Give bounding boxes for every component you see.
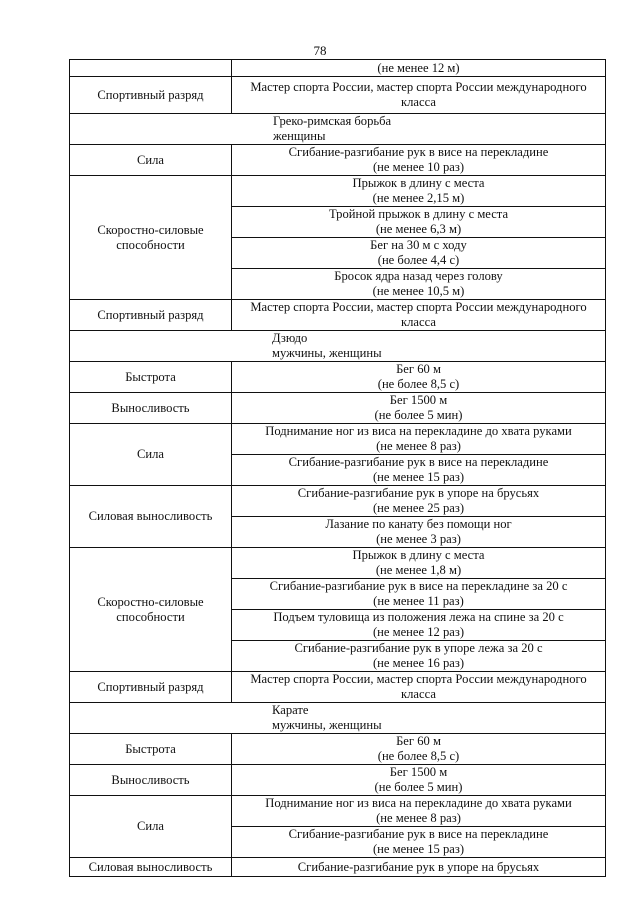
cell-line: Сгибание-разгибание рук в висе на перекладине (288, 145, 549, 159)
requirement-cell (232, 176, 606, 207)
section-header-row (70, 114, 606, 145)
requirement-cell (232, 207, 606, 238)
section-subtitle: мужчины, женщины (272, 718, 382, 732)
requirement-cell (232, 827, 606, 858)
section-title: Карате (272, 703, 309, 717)
cell-line: (не менее 15 раз) (372, 842, 465, 856)
cell-line: (не менее 15 раз) (372, 470, 465, 484)
quality-cell (70, 548, 232, 672)
section-subtitle: женщины (273, 129, 326, 143)
requirement-cell (232, 517, 606, 548)
requirement-cell (232, 579, 606, 610)
cell-line: (не менее 12 м) (377, 60, 460, 75)
standards-table (69, 59, 606, 877)
table-row (70, 300, 606, 331)
requirement-cell (232, 796, 606, 827)
quality-cell: Выносливость (70, 393, 232, 424)
cell-line: Мастер спорта России, мастер спорта России международного (250, 672, 587, 686)
table-row (70, 424, 606, 455)
requirement-cell (232, 238, 606, 269)
requirement-cell (232, 393, 606, 424)
table-row (70, 672, 606, 703)
section-title-cell (70, 703, 606, 734)
quality-cell (70, 176, 232, 300)
cell-line: (не менее 8 раз) (376, 811, 461, 825)
quality-cell: Быстрота (70, 734, 232, 765)
cell-line: Бег 1500 м (389, 393, 448, 407)
table-row (70, 734, 606, 765)
quality-cell: Силовая выносливость (70, 858, 232, 877)
cell-line: способности (116, 609, 185, 624)
table-row (70, 362, 606, 393)
quality-cell: Спортивный разряд (70, 300, 232, 331)
requirement-cell (232, 610, 606, 641)
cell-line: (не менее 10,5 м) (372, 284, 465, 298)
cell-line: класса (401, 95, 436, 109)
cell-line: Лазание по канату без помощи ног (325, 517, 512, 531)
cell-line: (не более 5 мин) (374, 408, 463, 422)
table-row (70, 548, 606, 579)
requirement-cell (232, 486, 606, 517)
cell-line: (не менее 6,3 м) (375, 222, 462, 236)
cell-line: (не менее 1,8 м) (375, 563, 462, 577)
requirement-cell (232, 60, 606, 77)
requirement-cell (232, 672, 606, 703)
requirement-cell (232, 269, 606, 300)
page-number: 78 (313, 43, 327, 58)
quality-cell: Спортивный разряд (70, 77, 232, 114)
cell-line: Прыжок в длину с места (352, 176, 485, 190)
cell-line: Бег 1500 м (389, 765, 448, 779)
table-row (70, 858, 606, 877)
cell-line: Сгибание-разгибание рук в висе на перекладине (288, 455, 549, 469)
table-row (70, 486, 606, 517)
section-title-cell (70, 331, 606, 362)
cell-line: Прыжок в длину с места (352, 548, 485, 562)
table-row (70, 393, 606, 424)
cell-line: Поднимание ног из виса на перекладине до хвата руками (265, 796, 572, 810)
cell-line: Бросок ядра назад через голову (334, 269, 503, 283)
cell-line: Мастер спорта России, мастер спорта России международного (250, 300, 587, 314)
cell-line: (не менее 2,15 м) (372, 191, 465, 205)
table-row (70, 145, 606, 176)
requirement-cell (232, 641, 606, 672)
section-header-row (70, 703, 606, 734)
table-row (70, 176, 606, 207)
cell-line: (не менее 10 раз) (372, 160, 465, 174)
cell-line: Поднимание ног из виса на перекладине до хвата руками (265, 424, 572, 438)
cell-line: Сгибание-разгибание рук в висе на перекладине за 20 с (269, 579, 568, 593)
cell-line: способности (116, 237, 185, 252)
cell-line: (не более 8,5 с) (377, 749, 460, 763)
section-subtitle: мужчины, женщины (272, 346, 382, 360)
quality-cell: Спортивный разряд (70, 672, 232, 703)
section-header-row (70, 331, 606, 362)
quality-cell: Силовая выносливость (70, 486, 232, 548)
cell-line: Бег на 30 м с ходу (370, 238, 467, 252)
cell-line: Сгибание-разгибание рук в упоре на брусьях (297, 859, 540, 874)
quality-cell: Сила (70, 424, 232, 486)
cell-line: (не более 8,5 с) (377, 377, 460, 391)
cell-line: Сгибание-разгибание рук в висе на перекладине (288, 827, 549, 841)
requirement-cell (232, 548, 606, 579)
cell-line: (не менее 3 раз) (376, 532, 461, 546)
cell-line: (не менее 12 раз) (372, 625, 465, 639)
table-row (70, 796, 606, 827)
quality-cell: Быстрота (70, 362, 232, 393)
quality-cell: Сила (70, 796, 232, 858)
quality-cell (70, 60, 232, 77)
section-title: Дзюдо (272, 331, 308, 345)
requirement-cell (232, 858, 606, 877)
cell-line: Мастер спорта России, мастер спорта России международного (250, 80, 587, 94)
cell-line: Сгибание-разгибание рук в упоре лежа за 20 с (294, 641, 543, 655)
requirement-cell (232, 362, 606, 393)
requirement-cell (232, 300, 606, 331)
cell-line: Бег 60 м (396, 734, 441, 748)
cell-line: (не более 5 мин) (374, 780, 463, 794)
section-title-cell (70, 114, 606, 145)
table-row (70, 60, 606, 77)
cell-line: класса (401, 315, 436, 329)
cell-line: (не менее 11 раз) (373, 594, 464, 608)
requirement-cell (232, 765, 606, 796)
requirement-cell (232, 145, 606, 176)
quality-cell: Выносливость (70, 765, 232, 796)
quality-cell: Сила (70, 145, 232, 176)
cell-line: Сгибание-разгибание рук в упоре на брусьях (297, 486, 540, 500)
cell-line: (не менее 16 раз) (372, 656, 465, 670)
cell-line: Подъем туловища из положения лежа на спине за 20 с (273, 610, 564, 624)
cell-line: Скоростно-силовые (97, 222, 204, 237)
table-row (70, 765, 606, 796)
requirement-cell (232, 77, 606, 114)
cell-line: (не более 4,4 с) (377, 253, 460, 267)
cell-line: Бег 60 м (396, 362, 441, 376)
cell-line: Скоростно-силовые (97, 594, 204, 609)
cell-line: (не менее 25 раз) (372, 501, 465, 515)
requirement-cell (232, 455, 606, 486)
cell-line: класса (401, 687, 436, 701)
requirement-cell (232, 734, 606, 765)
requirement-cell (232, 424, 606, 455)
cell-line: Тройной прыжок в длину с места (328, 207, 509, 221)
cell-line: (не менее 8 раз) (376, 439, 461, 453)
table-row (70, 77, 606, 114)
section-title: Греко-римская борьба (273, 114, 392, 128)
